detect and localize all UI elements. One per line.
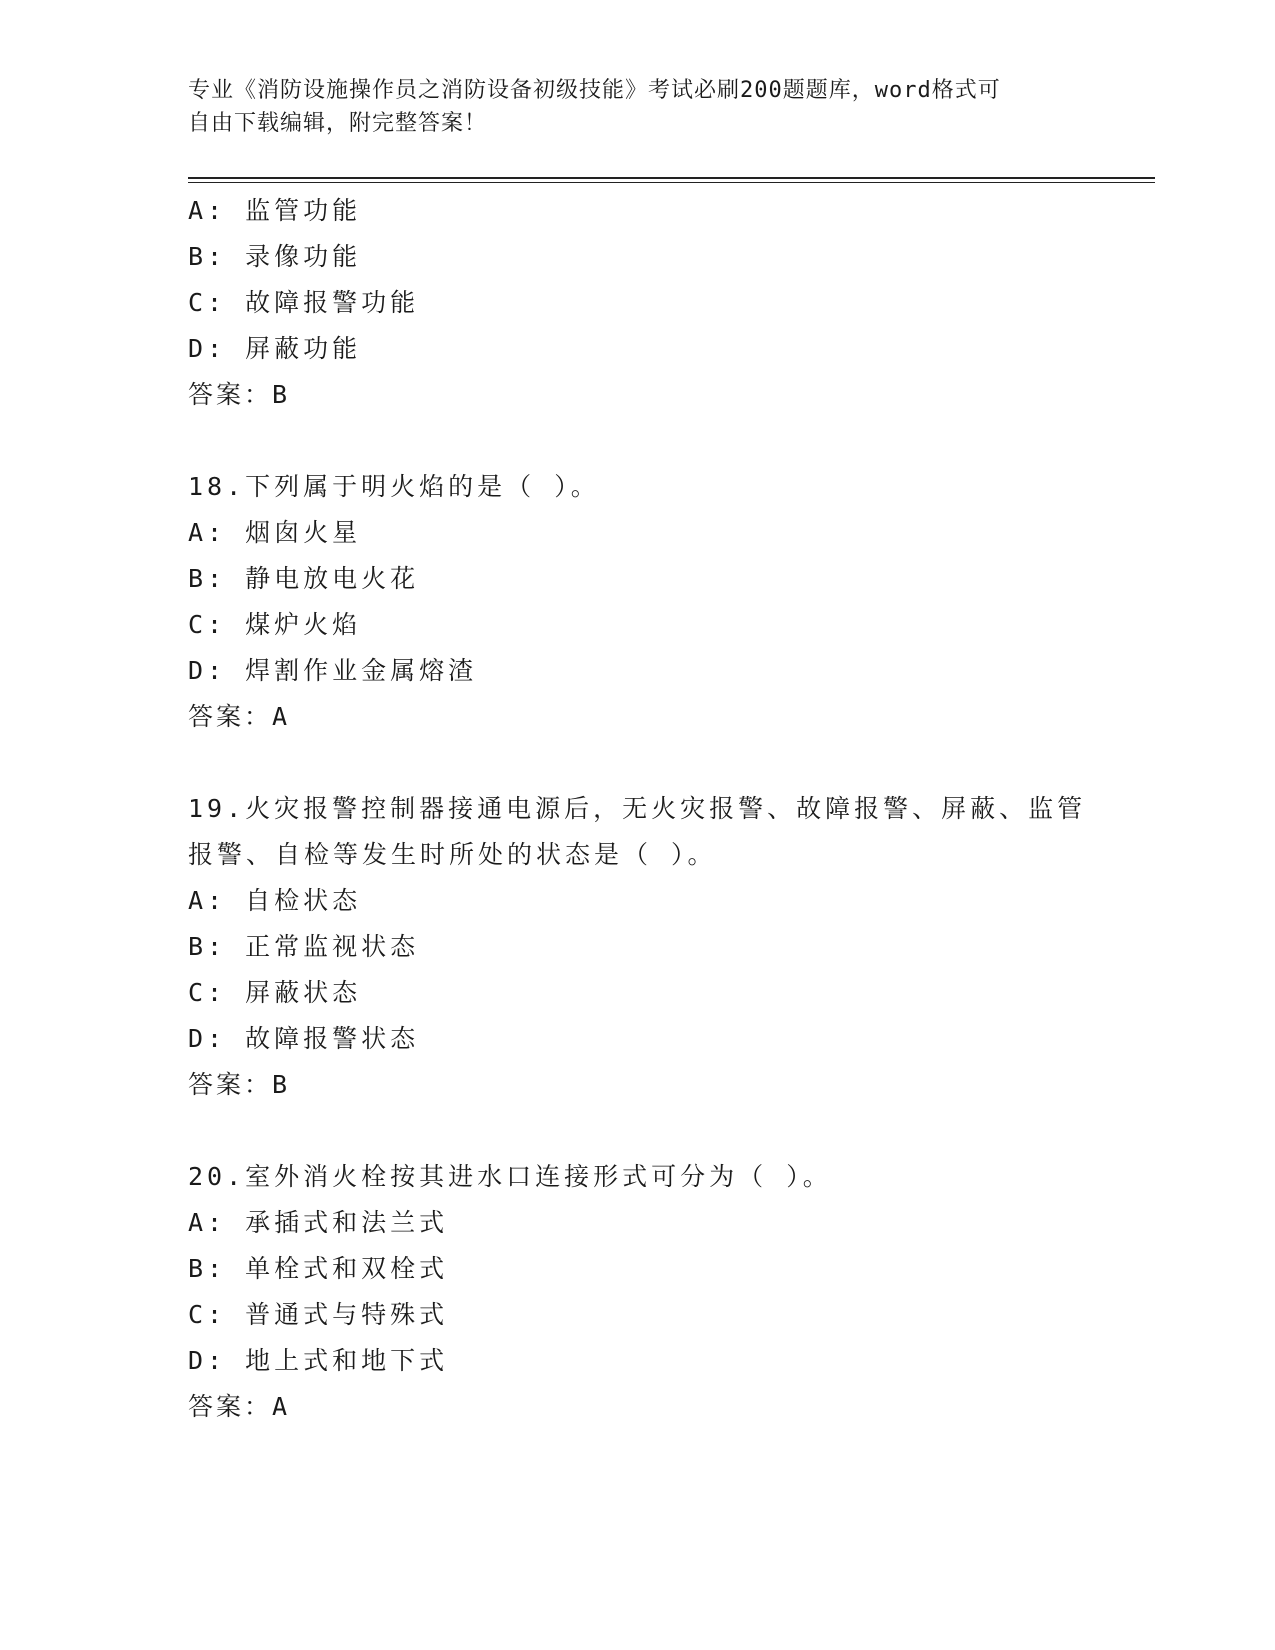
option-b: B: 静电放电火花 bbox=[188, 564, 420, 593]
header-rule-thin bbox=[188, 182, 1155, 183]
header-line-2: 自由下载编辑，附完整答案！ bbox=[188, 111, 488, 136]
option-a: A: 承插式和法兰式 bbox=[188, 1208, 449, 1237]
question-block-continued bbox=[188, 188, 1088, 418]
question-title: 18.下列属于明火焰的是（ ）。 bbox=[188, 472, 600, 501]
document-header bbox=[188, 74, 1088, 140]
question-block-19 bbox=[188, 786, 1088, 1108]
question-block-18 bbox=[188, 464, 1088, 740]
option-d: D: 故障报警状态 bbox=[188, 1024, 420, 1053]
option-b: B: 单栓式和双栓式 bbox=[188, 1254, 449, 1283]
option-a: A: 自检状态 bbox=[188, 886, 362, 915]
option-b: B: 正常监视状态 bbox=[188, 932, 420, 961]
answer-line: 答案：A bbox=[188, 702, 291, 731]
option-c: C: 故障报警功能 bbox=[188, 288, 420, 317]
option-c: C: 普通式与特殊式 bbox=[188, 1300, 449, 1329]
option-d: D: 焊割作业金属熔渣 bbox=[188, 656, 478, 685]
option-a: A: 烟囱火星 bbox=[188, 518, 362, 547]
header-rule-thick bbox=[188, 177, 1155, 179]
question-list bbox=[188, 188, 1088, 1430]
answer-line: 答案：B bbox=[188, 1070, 291, 1099]
header-line-1: 专业《消防设施操作员之消防设备初级技能》考试必刷200题题库，word格式可 bbox=[188, 78, 1001, 103]
answer-line: 答案：B bbox=[188, 380, 291, 409]
option-d: D: 屏蔽功能 bbox=[188, 334, 362, 363]
option-d: D: 地上式和地下式 bbox=[188, 1346, 449, 1375]
question-title: 20.室外消火栓按其进水口连接形式可分为（ ）。 bbox=[188, 1162, 832, 1191]
option-c: C: 煤炉火焰 bbox=[188, 610, 362, 639]
option-c: C: 屏蔽状态 bbox=[188, 978, 362, 1007]
answer-line: 答案：A bbox=[188, 1392, 291, 1421]
option-b: B: 录像功能 bbox=[188, 242, 362, 271]
option-a: A: 监管功能 bbox=[188, 196, 362, 225]
question-block-20 bbox=[188, 1154, 1088, 1430]
question-title: 19.火灾报警控制器接通电源后，无火灾报警、故障报警、屏蔽、监管报警、自检等发生时所处的状态是（ ）。 bbox=[188, 794, 1087, 869]
